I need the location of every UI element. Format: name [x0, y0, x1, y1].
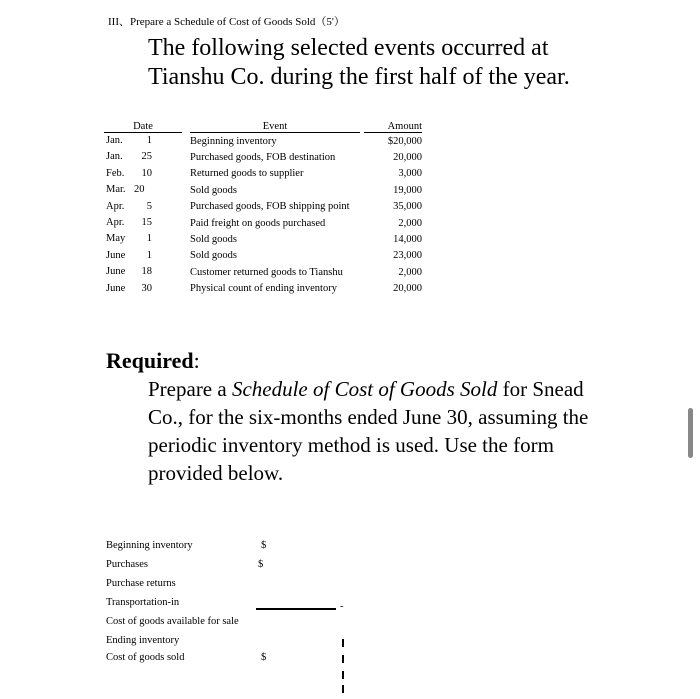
row-amount: 3,000 [398, 168, 422, 180]
row-event: Returned goods to supplier [190, 168, 304, 180]
table-row [104, 248, 422, 264]
row-day: 18 [141, 266, 152, 278]
row-event: Purchased goods, FOB destination [190, 152, 336, 164]
row-month: June [106, 249, 126, 261]
table-row [104, 281, 422, 297]
form-row-ending-inventory: Ending inventory [106, 635, 180, 646]
table-row [104, 149, 422, 165]
row-month: Jan. [106, 151, 123, 163]
date-header: Date [104, 118, 182, 133]
events-table [104, 118, 422, 297]
section-heading: III、Prepare a Schedule of Cost of Goods Sold（5'） [108, 16, 345, 28]
row-day: 1 [146, 249, 152, 261]
table-row [104, 133, 422, 150]
row-amount: 19,000 [393, 184, 422, 196]
row-event: Physical count of ending inventory [190, 283, 337, 295]
row-day: 20 [134, 184, 145, 196]
subtotal-line [256, 608, 336, 610]
currency-sign: $ [261, 652, 267, 663]
row-event: Sold goods [190, 184, 237, 196]
row-day: 25 [141, 151, 152, 163]
row-event: Sold goods [190, 250, 237, 262]
row-amount: 23,000 [393, 250, 422, 262]
row-month: May [106, 233, 126, 245]
row-event: Purchased goods, FOB shipping point [190, 201, 350, 213]
form-row-purchase-returns: Purchase returns [106, 578, 176, 589]
row-amount: 20,000 [393, 283, 422, 295]
row-amount: 14,000 [393, 234, 422, 246]
row-day: 1 [146, 135, 152, 146]
answer-tick [342, 685, 344, 693]
form-row-beginning-inventory: Beginning inventory [106, 540, 193, 551]
row-day: 5 [146, 200, 152, 212]
currency-sign: $ [261, 540, 267, 551]
table-row [104, 166, 422, 182]
row-amount: $20,000 [387, 135, 422, 147]
scrollbar-thumb[interactable] [688, 408, 693, 458]
row-event: Customer returned goods to Tianshu [190, 266, 343, 278]
intro-text: The following selected events occurred at Tianshu Co. during the first half of the year. [148, 35, 570, 90]
row-month: Mar. [106, 184, 126, 196]
row-amount: 2,000 [398, 266, 422, 278]
required-instructions: Prepare a Schedule of Cost of Goods Sold for Snead Co., for the six-months ended June 30, assuming the periodic inventory method is used. Use the form provided below. [148, 377, 589, 485]
required-heading: Required: [106, 348, 200, 373]
row-day: 30 [141, 282, 152, 294]
row-amount: 2,000 [398, 217, 422, 229]
row-month: June [106, 282, 126, 294]
table-row [104, 264, 422, 280]
amount-header: Amount [364, 118, 422, 133]
required-italic-term: Schedule of Cost of Goods Sold [231, 377, 498, 401]
row-month: Apr. [106, 200, 125, 212]
row-month: Feb. [106, 167, 125, 179]
row-month: June [106, 266, 126, 278]
row-event: Beginning inventory [190, 135, 277, 147]
row-event: Paid freight on goods purchased [190, 217, 326, 229]
row-day: 1 [146, 233, 152, 245]
form-row-cogs: Cost of goods sold [106, 652, 185, 663]
answer-tick [342, 671, 344, 679]
row-event: Sold goods [190, 234, 237, 246]
row-amount: 20,000 [393, 152, 422, 164]
event-header: Event [190, 118, 360, 133]
dash-mark: - [340, 601, 344, 612]
row-month: Apr. [106, 216, 125, 228]
row-month: Jan. [106, 135, 123, 146]
form-row-transportation-in: Transportation-in [106, 597, 180, 608]
form-row-purchases: Purchases [106, 559, 148, 570]
answer-tick [342, 655, 344, 663]
table-row [104, 231, 422, 247]
row-day: 15 [141, 216, 152, 228]
table-row [104, 215, 422, 231]
currency-sign: $ [258, 559, 264, 570]
table-row [104, 182, 422, 198]
row-amount: 35,000 [393, 201, 422, 213]
row-day: 10 [141, 167, 152, 179]
answer-tick [342, 639, 344, 647]
table-header-row [104, 118, 422, 133]
table-row [104, 199, 422, 215]
form-row-cost-available: Cost of goods available for sale [106, 616, 239, 627]
